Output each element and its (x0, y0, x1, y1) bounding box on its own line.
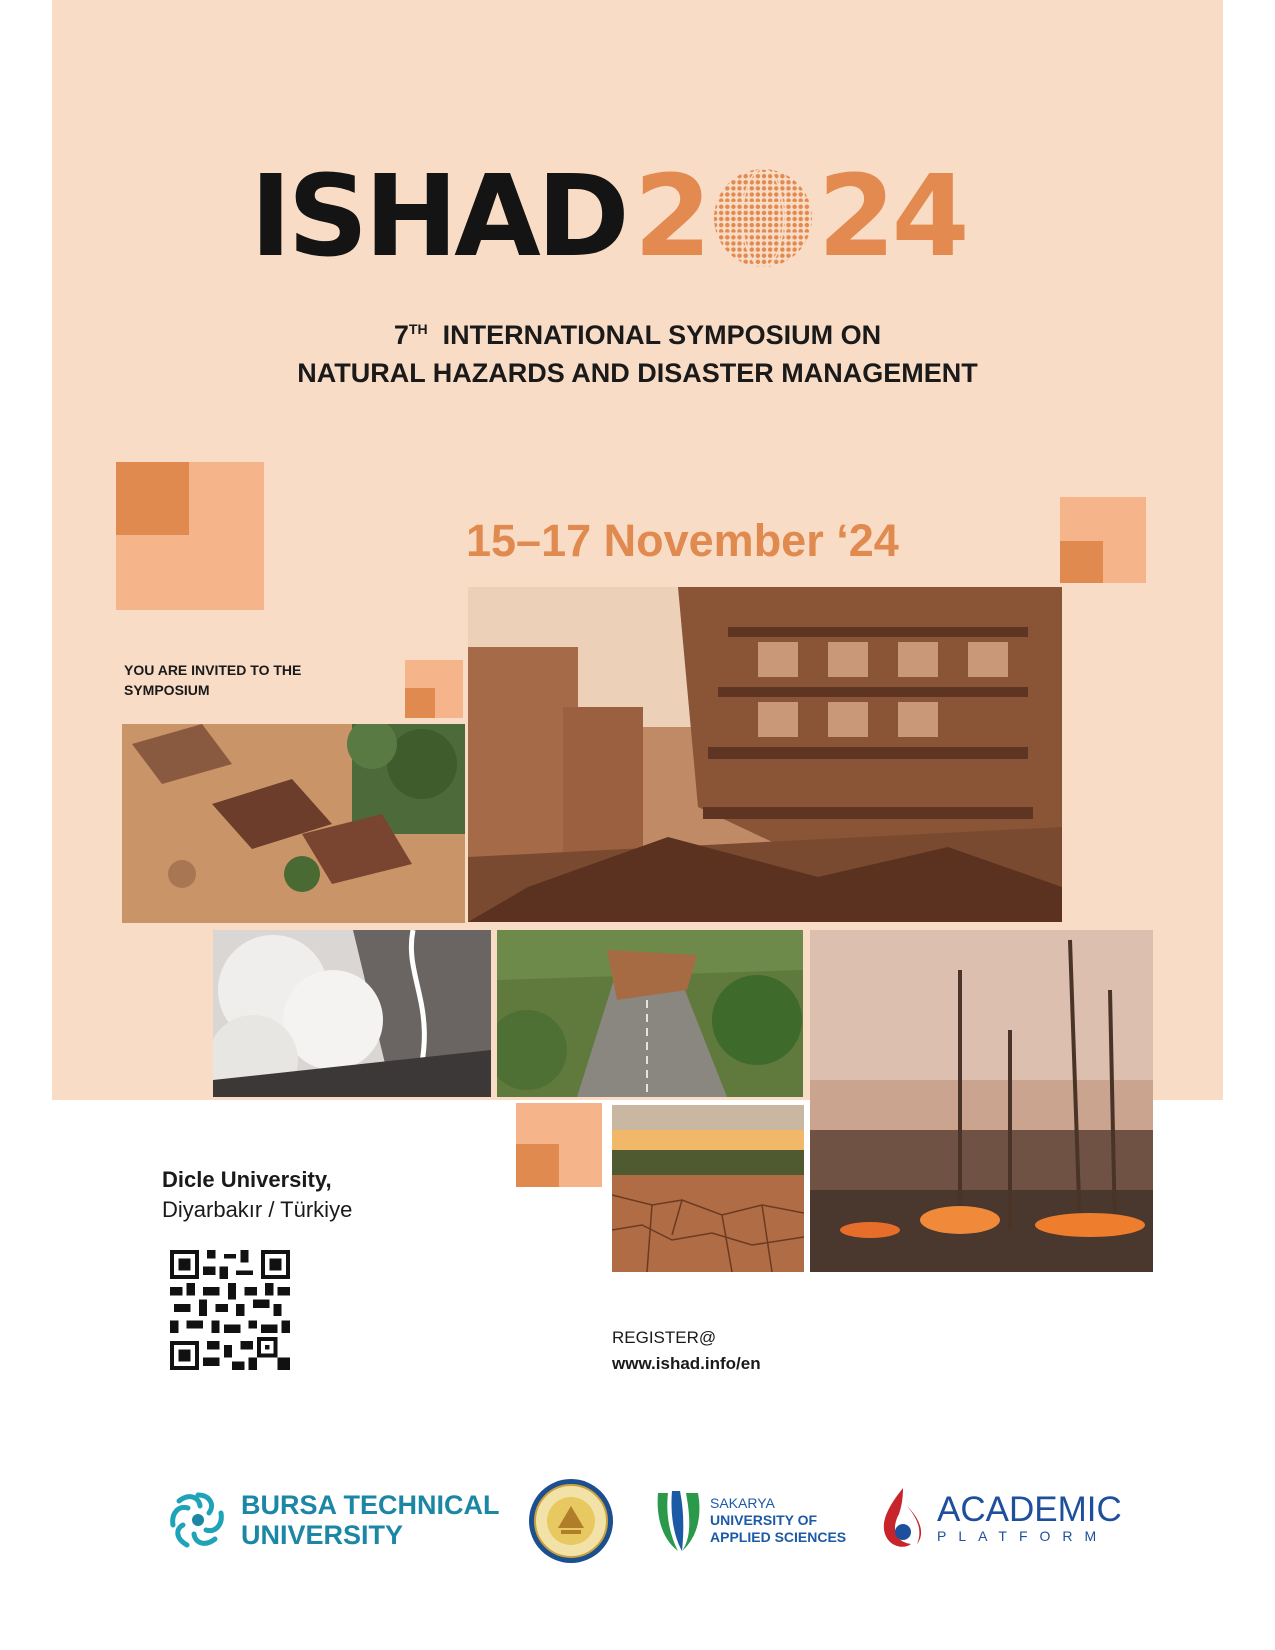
invitation-text: YOU ARE INVITED TO THE SYMPOSIUM (124, 662, 302, 698)
venue-block (162, 1165, 352, 1225)
register-url[interactable]: www.ishad.info/en (612, 1354, 761, 1373)
symposium-title (0, 310, 1275, 392)
title-line-1 (0, 310, 1275, 354)
btu-swirl-icon (165, 1487, 231, 1553)
decorative-square-mid-inner (405, 688, 435, 718)
dicle-seal-icon (528, 1478, 614, 1564)
sakarya-line-2: UNIVERSITY OF (710, 1511, 818, 1528)
sakarya-leaf-icon (652, 1487, 704, 1553)
venue-location: Diyarbakır / Türkiye (162, 1197, 353, 1222)
academic-platform-logo (877, 1486, 1122, 1550)
sakarya-university-logo (652, 1487, 846, 1553)
title-line-2: NATURAL HAZARDS AND DISASTER MANAGEMENT (297, 358, 978, 388)
qr-code[interactable] (170, 1250, 290, 1370)
logo-year-left: 2 (633, 152, 708, 282)
decorative-square-bottom-inner (516, 1144, 559, 1187)
sakarya-line-1: SAKARYA (710, 1494, 775, 1511)
academic-flame-icon (877, 1486, 929, 1550)
academic-main: ACADEMIC (937, 1490, 1122, 1529)
btu-line-2: UNIVERSITY (241, 1520, 404, 1550)
drought-photo (612, 1105, 804, 1272)
register-label: REGISTER@ (612, 1328, 717, 1347)
academic-sub: PLATFORM (937, 1528, 1109, 1544)
register-block (612, 1325, 761, 1377)
sakarya-line-3: APPLIED SCIENCES (710, 1528, 847, 1545)
venue-university: Dicle University, (162, 1167, 332, 1192)
avalanche-photo (213, 930, 491, 1097)
title-line-1-text: INTERNATIONAL SYMPOSIUM ON (442, 320, 882, 350)
decorative-square-right-inner (1060, 541, 1103, 583)
btu-line-1: BURSA TECHNICAL (241, 1490, 500, 1520)
landslide-photo (497, 930, 803, 1097)
ishad-logo (250, 152, 966, 282)
dotted-globe-icon (712, 167, 814, 269)
logo-name: ISHAD (250, 152, 626, 282)
event-dates: 15–17 November ‘24 (466, 515, 899, 566)
wildfire-photo (810, 930, 1153, 1272)
bursa-technical-university-logo (165, 1487, 500, 1553)
edition-number: 7 (393, 320, 409, 350)
flood-photo (122, 724, 465, 923)
edition-suffix: TH (408, 321, 428, 337)
dicle-university-seal (528, 1478, 614, 1564)
earthquake-photo (468, 587, 1062, 922)
decorative-square-small (116, 462, 189, 535)
logo-year-right: 24 (817, 152, 966, 282)
